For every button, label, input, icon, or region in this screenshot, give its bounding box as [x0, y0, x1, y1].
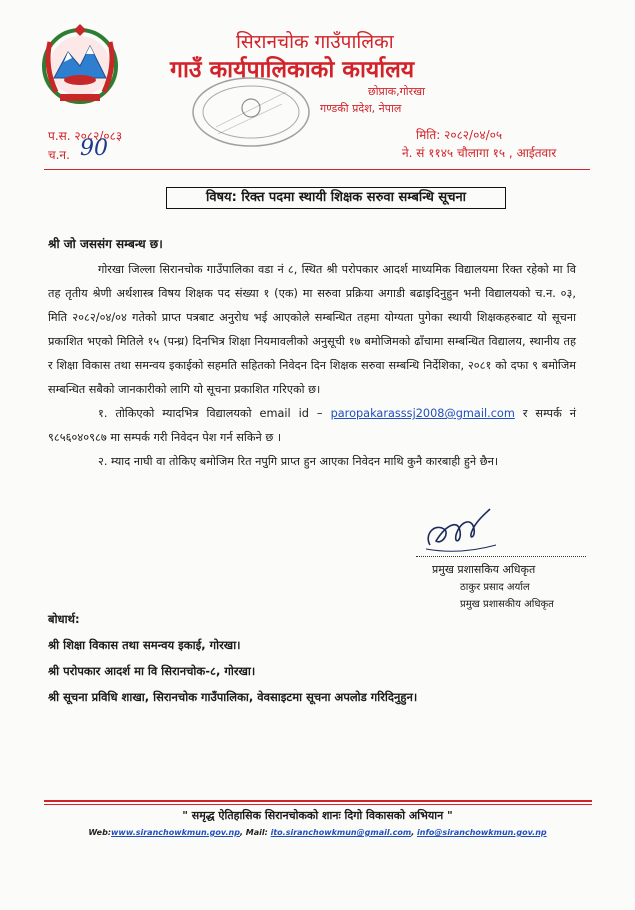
- cc-label: बोधार्थ:: [48, 612, 80, 626]
- salutation: श्री जो जससंग सम्बन्ध छ।: [48, 237, 163, 251]
- chalani-label: च.न.: [48, 148, 70, 162]
- stamp-name: ठाकुर प्रसाद अर्याल: [460, 582, 530, 593]
- office-stamp-icon: [186, 72, 316, 152]
- nepal-emblem-icon: [38, 22, 122, 106]
- it-email-link[interactable]: ito.siranchowkmun@gmail.com: [270, 828, 412, 837]
- letter-date: मिति: २०८२/०४/०५: [416, 128, 503, 142]
- school-email-link[interactable]: paropakarasssj2008@gmail.com: [330, 407, 515, 420]
- cc-item: श्री सूचना प्रविधि शाखा, सिरानचोक गाउँपालिका, वेवसाइटमा सूचना अपलोड गरिदिनुहुन।: [48, 690, 418, 704]
- signature-line: [416, 556, 586, 557]
- cc-item: श्री शिक्षा विकास तथा समन्वय इकाई, गोरखा।: [48, 638, 241, 652]
- patra-sankhya: प.स. २०८२/०८३: [48, 129, 123, 143]
- point-1-contact: र सम्पर्क नं ९८५६०४०९८७ मा सम्पर्क गरी निवेदन पेश गर्न सकिने छ ।: [48, 407, 577, 444]
- website-link[interactable]: www.siranchowkmun.gov.np: [111, 828, 240, 837]
- letter-body: [48, 258, 576, 474]
- chalani-number: 90: [80, 136, 108, 161]
- footer-divider: [44, 800, 592, 802]
- signatory-title: प्रमुख प्रशासकिय अधिकृत: [432, 563, 536, 576]
- footer-motto: " समृद्ध ऐतिहासिक सिरानचोकको शानः दिगो विकासको अभियान ": [182, 809, 453, 822]
- office-address: छोप्राक,गोरखा: [368, 85, 426, 98]
- info-email-link[interactable]: info@siranchowkmun.gov.np: [417, 828, 547, 837]
- org-name: सिरानचोक गाउँपालिका: [236, 31, 394, 53]
- body-paragraph: गोरखा जिल्ला सिरानचोक गाउँपालिका वडा नं ८, स्थित श्री परोपकार आदर्श माध्यमिक विद्यालयमा रिक्त रहेको मा वि तह तृतीय श्रेणी अर्थशास्त्र विषय शिक्षक पद संख्या १ (एक) मा सरुवा प्रक्रिया अगाडी बढाइदिनुहुन भनी विद्यालयको च.न. ०३, मिति २०८२/०४/०४ गतेको प्राप्त पत्रबाट अनुरोध भई आएकोले सम्बन्धित तहमा योग्यता पुगेका स्थायी शिक्षकहरुबाट यो सूचना प्रकाशित भएको मितिले १५ (पन्ध्र) दिनभित्र शिक्षा नियमावलीको अनुसूची १७ बमोजिमको ढाँचामा सम्बन्धित विद्यालय, स्थानीय तह र शिक्षा विकास तथा समन्वय इकाईको सहमति सहितको निवेदन दिन शिक्षक सरुवा सम्बन्धि निर्देशिका, २०८१ को दफा ९ बमोजिम सम्बन्धित सबैको जानकारीको लागि यो सूचना प्रकाशित गरिएको छ।: [48, 263, 576, 396]
- web-label: Web:: [88, 828, 112, 837]
- footer-divider-thin: [44, 804, 592, 805]
- point-1: [48, 402, 576, 450]
- footer-contacts: Web:www.siranchowkmun.gov.np, Mail: ito.siranchowkmun@gmail.com, info@siranchowkmun.gov.np: [88, 828, 547, 837]
- nepal-sambat-date: ने. सं ११४५ चौलागा १५ , आईतवार: [402, 146, 557, 160]
- cc-section: [48, 606, 417, 710]
- signature-icon: [420, 505, 500, 560]
- header-divider: [44, 169, 590, 170]
- point-2: २. म्याद नाघी वा तोकिए बमोजिम रित नपुगि प्राप्त हुन आएका निवेदन माथि कुनै कारबाही हुने छैन।: [98, 455, 499, 468]
- stamp-title: प्रमुख प्रशासकीय अधिकृत: [460, 599, 554, 610]
- mail-label: , Mail:: [239, 828, 268, 837]
- office-province: गण्डकी प्रदेश, नेपाल: [320, 102, 402, 115]
- subject-box: विषय: रिक्त पदमा स्थायी शिक्षक सरुवा सम्बन्धि सूचना: [166, 187, 506, 209]
- cc-item: श्री परोपकार आदर्श मा वि सिरानचोक-८, गोरखा।: [48, 664, 256, 678]
- office-name: गाउँ कार्यपालिकाको कार्यालय: [170, 57, 415, 83]
- point-1-text: १. तोकिएको म्यादभित्र विद्यालयको email id –: [98, 407, 323, 420]
